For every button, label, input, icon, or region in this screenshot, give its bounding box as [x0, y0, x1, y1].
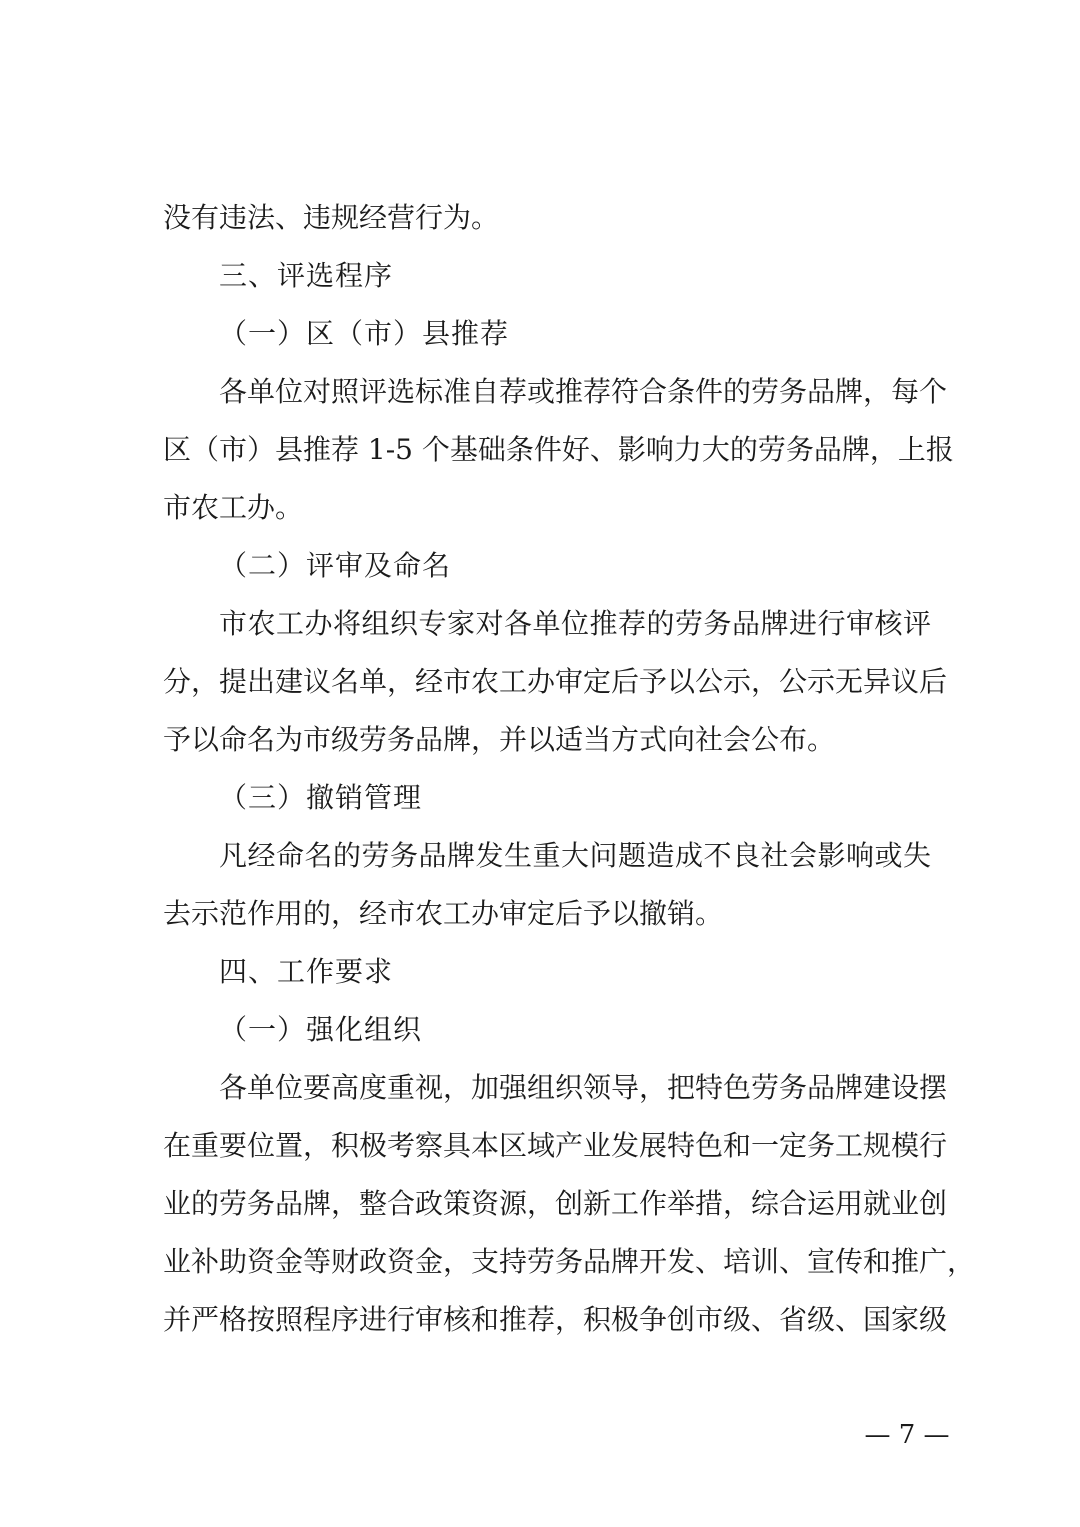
- subsection-heading: （三）撤销管理: [219, 781, 423, 814]
- section-heading: 三、评选程序: [219, 259, 394, 292]
- subsection-heading: （一）强化组织: [219, 1013, 423, 1046]
- paragraph-line: 并严格按照程序进行审核和推荐，积极争创市级、省级、国家级: [163, 1303, 948, 1336]
- subsection-heading: （二）评审及命名: [219, 549, 452, 582]
- paragraph-line: 业补助资金等财政资金，支持劳务品牌开发、培训、宣传和推广，: [163, 1245, 976, 1278]
- paragraph-line: 分，提出建议名单，经市农工办审定后予以公示，公示无异议后: [163, 665, 948, 698]
- subsection-heading: （一）区（市）县推荐: [219, 317, 510, 350]
- paragraph-line: 市农工办。: [163, 491, 304, 524]
- paragraph-line: 去示范作用的，经市农工办审定后予以撤销。: [163, 897, 724, 930]
- section-heading: 四、工作要求: [219, 955, 394, 988]
- paragraph-line: 凡经命名的劳务品牌发生重大问题造成不良社会影响或失: [219, 839, 931, 872]
- paragraph-line: 予以命名为市级劳务品牌，并以适当方式向社会公布。: [163, 723, 836, 756]
- page-number: — 7 —: [864, 1420, 950, 1450]
- paragraph-line: 市农工办将组织专家对各单位推荐的劳务品牌进行审核评: [219, 607, 931, 640]
- paragraph-line: 没有违法、违规经营行为。: [163, 201, 500, 234]
- paragraph-line: 各单位要高度重视，加强组织领导，把特色劳务品牌建设摆: [219, 1071, 948, 1104]
- paragraph-line: 各单位对照评选标准自荐或推荐符合条件的劳务品牌，每个: [219, 375, 948, 408]
- paragraph-line: 区（市）县推荐 1-5 个基础条件好、影响力大的劳务品牌，上报: [163, 433, 954, 466]
- paragraph-line: 业的劳务品牌，整合政策资源，创新工作举措，综合运用就业创: [163, 1187, 948, 1220]
- paragraph-line: 在重要位置，积极考察具本区域产业发展特色和一定务工规模行: [163, 1129, 948, 1162]
